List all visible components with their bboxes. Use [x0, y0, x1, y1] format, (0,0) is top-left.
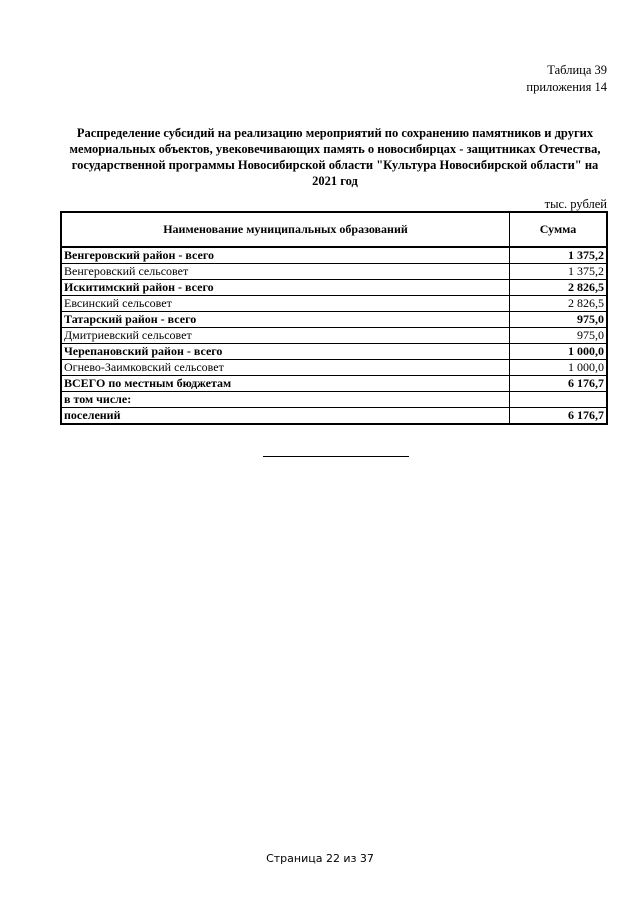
row-name: в том числе: [61, 392, 510, 408]
column-header-name: Наименование муниципальных образований [61, 212, 510, 247]
table-row [61, 328, 607, 344]
row-name: Евсинский сельсовет [61, 296, 510, 312]
table-row [61, 264, 607, 280]
row-sum: 1 375,2 [510, 264, 608, 280]
row-sum: 975,0 [510, 328, 608, 344]
row-sum: 6 176,7 [510, 408, 608, 425]
table-row [61, 344, 607, 360]
row-name: Венгеровский сельсовет [61, 264, 510, 280]
subsidy-table [60, 211, 608, 425]
row-name: Венгеровский район - всего [61, 247, 510, 264]
separator-line [263, 456, 409, 457]
table-row [61, 247, 607, 264]
table-row [61, 376, 607, 392]
unit-label: тыс. рублей [544, 197, 607, 211]
table-row [61, 312, 607, 328]
table-row [61, 360, 607, 376]
row-sum: 1 000,0 [510, 344, 608, 360]
row-name: ВСЕГО по местным бюджетам [61, 376, 510, 392]
row-sum: 6 176,7 [510, 376, 608, 392]
row-name: Черепановский район - всего [61, 344, 510, 360]
row-sum: 1 375,2 [510, 247, 608, 264]
row-name: поселений [61, 408, 510, 425]
document-title: Распределение субсидий на реализацию мероприятий по сохранению памятников и других мемориальных объектов, увековечивающих память о новосибирцах - защитниках Отечества, государственной программы Новосибирской области "Культура Новосибирской области" на 2021 год [69, 126, 601, 188]
row-sum: 2 826,5 [510, 280, 608, 296]
row-name: Татарский район - всего [61, 312, 510, 328]
appendix-number: приложения 14 [526, 80, 607, 94]
row-sum: 1 000,0 [510, 360, 608, 376]
row-sum: 2 826,5 [510, 296, 608, 312]
row-name: Огнево-Заимковский сельсовет [61, 360, 510, 376]
row-sum: 975,0 [510, 312, 608, 328]
column-header-sum: Сумма [510, 212, 608, 247]
table-number: Таблица 39 [547, 63, 607, 77]
table-row [61, 392, 607, 408]
table-header-row [61, 212, 607, 247]
page-number: Страница 22 из 37 [266, 852, 374, 865]
table-row [61, 408, 607, 425]
table-row [61, 280, 607, 296]
row-sum [510, 392, 608, 408]
table-reference [526, 62, 607, 96]
row-name: Дмитриевский сельсовет [61, 328, 510, 344]
table-row [61, 296, 607, 312]
row-name: Искитимский район - всего [61, 280, 510, 296]
